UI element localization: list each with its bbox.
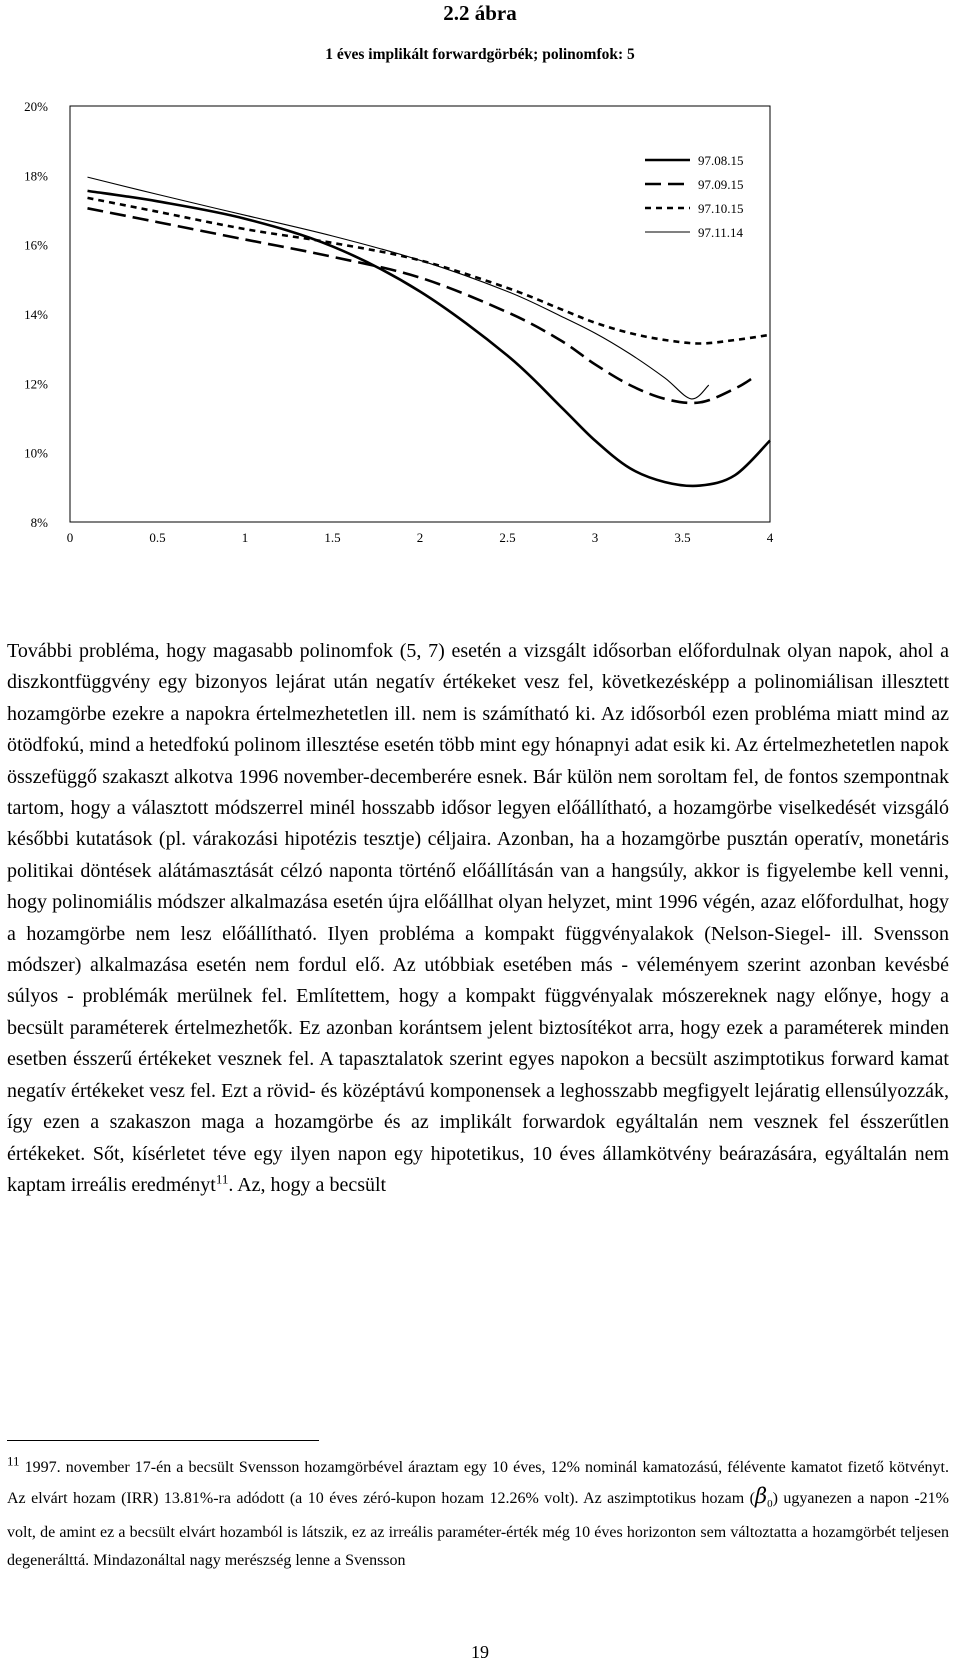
beta-symbol: β xyxy=(754,1484,768,1509)
beta-subscript: 0 xyxy=(767,1498,773,1511)
x-axis-tick-labels xyxy=(67,530,774,545)
footnote-marker: 11 xyxy=(7,1453,20,1469)
y-tick-label: 14% xyxy=(24,307,48,322)
y-tick-label: 12% xyxy=(24,376,48,392)
legend-label: 97.08.15 xyxy=(698,153,744,168)
series-line-97-10-15 xyxy=(88,198,771,344)
y-axis-tick-labels xyxy=(24,99,48,530)
footnote-reference: 11 xyxy=(215,1171,229,1187)
body-paragraph xyxy=(7,636,949,1201)
y-tick-label: 10% xyxy=(24,445,48,461)
legend-label: 97.10.15 xyxy=(698,201,744,216)
figure-number: 2.2 ábra xyxy=(443,1,517,25)
x-tick-label: 3.5 xyxy=(674,530,691,545)
body-text-main: További probléma, hogy magasabb polinomfok (5, 7) esetén a vizsgált idősorban előfordulnak olyan napok, ahol a diszkontfüggvény egy bizonyos lejárat után negatív értékeket vesz fel, következésképp a polinomiálisan illesztett hozamgörbe ezekre a napokra értelmezhetetlen ill. nem is számítható ki. Az idősorból ezen probléma miatt mind az ötödfokú, mind a hetedfokú polinom illesztése esetén több mint egy hónapnyi adat esik ki. Az értelmezhetetlen napok összefüggő szakaszt alkotva 1996 november-decemberére esnek. Bár külön nem soroltam fel, de fontos szempontnak tartom, hogy a választott módszerrel minél hosszabb idősor legyen előállítható, a hozamgörbe viselkedését vizsgáló későbbi kutatások (pl. várakozási hipotézis tesztje) céljaira. Azonban, ha a hozamgörbe pusztán operatív, monetáris politikai döntések alátámasztását célzó naponta történő előállításán van a hangsúly, akkor is figyelembe kell venni, hogy polinomiális módszer alkalmazása esetén újra előállhat olyan helyzet, mint 1996 végén, azaz előfordulhat, hogy a hozamgörbe nem lesz előállítható. Ilyen probléma a kompakt függvényalakok (Nelson-Siegel- ill. Svensson módszer) alkalmazása esetén nem fordul elő. Az utóbbiak esetében más - véleményem szerint azonban kevésbé súlyos - problémák merülnek fel. Említettem, hogy a kompakt függvényalak mószereknek nagy előnye, hogy a becsült paraméterek értelmezhetők. Ez azonban korántsem jelent biztosítékot arra, hogy ezek a paraméterek minden esetben ésszerű értékeket vesznek fel. A tapasztalatok szerint egyes napokon a becsült aszimptotikus forward kamat negatív értékeket vesz fel. Ezt a rövid- és középtávú komponensek a leghosszabb megfigyelt lejáratig ellensúlyozzák, így ezen a szakaszon maga a hozamgörbe és az implikált forwardok egyáltalán nem vesznek fel ésszerűtlen értékeket. Sőt, kísérletet téve egy ilyen napon egy hipotetikus, 10 éves államkötvény beárazására, egyáltalán nem kaptam irreális eredményt xyxy=(7,640,949,1196)
footnote-text-after: ) ugyanezen a napon -21% volt, de amint ez a becsült elvárt hozamból is látszik, ez az irreális paraméter-érték még 10 éves horizonton sem változtatta a hozamgörbét teljesen degenerálttá. Mindazonáltal nagy merészség lenne a Svensson xyxy=(7,1490,950,1570)
forward-curve-chart xyxy=(0,90,960,550)
x-tick-label: 2 xyxy=(416,530,424,545)
figure-subtitle: 1 éves implikált forwardgörbék; polinomfok: 5 xyxy=(325,46,635,63)
series-line-97-08-15 xyxy=(88,191,771,486)
x-tick-label: 0.5 xyxy=(149,530,166,545)
plot-area-frame xyxy=(70,106,770,522)
series-line-97-09-15 xyxy=(88,208,753,403)
legend-label: 97.09.15 xyxy=(698,177,744,192)
chart-legend xyxy=(645,153,744,240)
y-tick-label: 20% xyxy=(24,99,48,114)
series-lines xyxy=(88,177,771,486)
page-number: 19 xyxy=(471,1642,489,1662)
x-tick-label: 0 xyxy=(66,530,74,545)
y-tick-label: 8% xyxy=(30,515,48,530)
x-tick-label: 4 xyxy=(766,530,774,545)
series-line-97-11-14 xyxy=(88,177,709,399)
footnote-text-before: 1997. november 17-én a becsült Svensson hozamgörbével áraztam egy 10 éves, 12% nominál kamatozású, félévente kamatot fizető kötvényt. Az elvárt hozam (IRR) 13.81%-ra adódott (a 10 éves zéró-kupon hozam 12.26% volt). Az aszimptotikus hozam ( xyxy=(7,1459,949,1508)
y-tick-label: 18% xyxy=(24,168,48,184)
y-tick-label: 16% xyxy=(24,237,48,253)
footnote xyxy=(7,1454,949,1576)
x-tick-label: 1.5 xyxy=(324,530,341,545)
x-tick-label: 3 xyxy=(591,530,599,545)
legend-label: 97.11.14 xyxy=(698,225,744,240)
x-tick-label: 2.5 xyxy=(499,530,516,545)
x-tick-label: 1 xyxy=(241,530,249,545)
body-text-tail: . Az, hogy a becsült xyxy=(228,1173,387,1196)
chart-axes xyxy=(70,106,770,522)
footnote-separator xyxy=(7,1440,319,1441)
